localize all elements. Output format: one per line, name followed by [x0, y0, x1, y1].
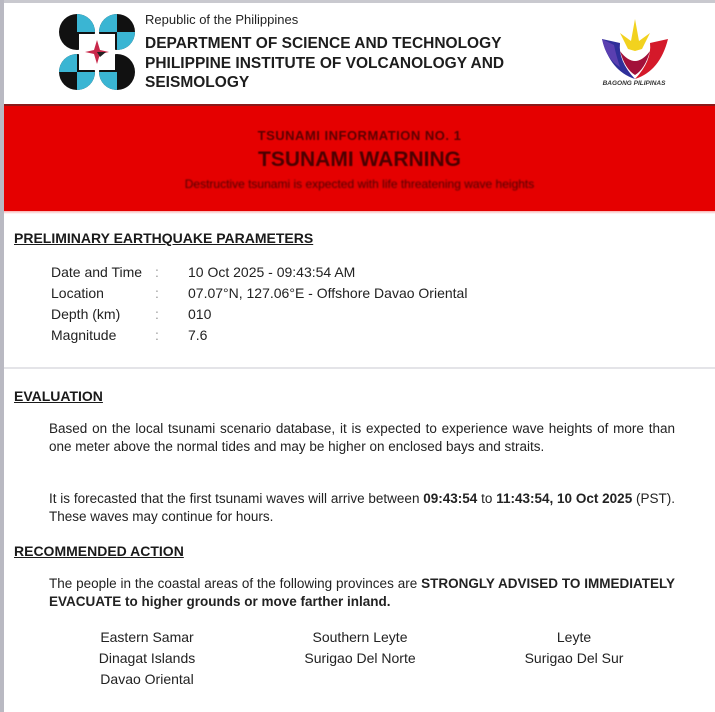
arrival-start-time: 09:43:54: [423, 491, 478, 506]
earthquake-parameters-list: [51, 262, 467, 346]
province-item: Leyte: [556, 629, 592, 645]
parameters-heading: PRELIMINARY EARTHQUAKE PARAMETERS: [14, 230, 314, 246]
parameter-value: 10 Oct 2025 - 09:43:54 AM: [188, 264, 356, 280]
parameter-value: 07.07°N, 127.06°E - Offshore Davao Oriental: [188, 285, 468, 301]
advisory-text: The people in the coastal areas of the following provinces are: [49, 576, 422, 591]
forecast-text: It is forecasted that the first tsunami waves will arrive between: [49, 491, 424, 506]
evacuation-advisory: STRONGLY ADVISED TO IMMEDIATELY EVACUATE to higher grounds or move farther inland.: [49, 576, 675, 609]
province-column-2: [295, 627, 425, 669]
institute-name-line2: SEISMOLOGY: [145, 74, 250, 91]
republic-label: Republic of the Philippines: [145, 12, 299, 27]
province-item: Eastern Samar: [100, 629, 194, 645]
department-name: DEPARTMENT OF SCIENCE AND TECHNOLOGY: [145, 35, 502, 52]
tsunami-warning-banner: [4, 104, 715, 211]
parameter-value: 7.6: [188, 327, 208, 343]
evaluation-paragraph-1: Based on the local tsunami scenario database, it is expected to experience wave heights of more than one meter above the normal tides and may be higher on enclosed bays and straits.: [49, 421, 675, 454]
province-item: Surigao Del Sur: [524, 650, 624, 666]
parameter-label: Depth (km): [51, 306, 121, 322]
province-column-1: [92, 627, 202, 690]
bagong-pilipinas-label: BAGONG PILIPINAS: [602, 80, 666, 87]
tsunami-info-number: TSUNAMI INFORMATION NO. 1: [257, 128, 462, 143]
parameter-label: Location: [51, 285, 104, 301]
forecast-text-end: (PST). These waves may continue for hours.: [49, 491, 676, 524]
document-header: [4, 3, 715, 100]
parameter-label: Date and Time: [51, 264, 143, 280]
evaluation-heading: EVALUATION: [14, 388, 103, 404]
parameter-colon: :: [155, 264, 159, 280]
parameter-colon: :: [155, 327, 159, 343]
parameter-value: 010: [188, 306, 212, 322]
banner-bottom-edge: [4, 211, 715, 214]
province-column-3: [514, 627, 634, 669]
parameter-colon: :: [155, 285, 159, 301]
institute-name-line1: PHILIPPINE INSTITUTE OF VOLCANOLOGY AND: [145, 54, 505, 72]
parameter-row-depth: [51, 304, 467, 325]
parameter-label: Magnitude: [51, 327, 117, 343]
dost-logo-icon: [58, 13, 136, 91]
evaluation-paragraph-2: [49, 490, 675, 525]
forecast-text-to: to: [477, 491, 497, 506]
province-item: Davao Oriental: [100, 671, 194, 687]
arrival-end-time: 11:43:54, 10 Oct 2025: [496, 491, 633, 506]
recommended-action-heading: RECOMMENDED ACTION: [14, 543, 184, 559]
parameter-row-date-time: [51, 262, 467, 283]
recommended-action-paragraph: [49, 575, 675, 610]
province-item: Surigao Del Norte: [304, 650, 416, 666]
parameter-colon: :: [155, 306, 159, 322]
parameter-row-location: [51, 283, 467, 304]
tsunami-warning-subtitle: Destructive tsunami is expected with life threatening wave heights: [184, 177, 535, 191]
section-divider: [4, 367, 715, 369]
parameter-row-magnitude: [51, 325, 467, 346]
province-item: Dinagat Islands: [98, 650, 196, 666]
province-item: Southern Leyte: [312, 629, 408, 645]
agency-name: [145, 34, 504, 93]
tsunami-warning-title: TSUNAMI WARNING: [258, 148, 461, 171]
